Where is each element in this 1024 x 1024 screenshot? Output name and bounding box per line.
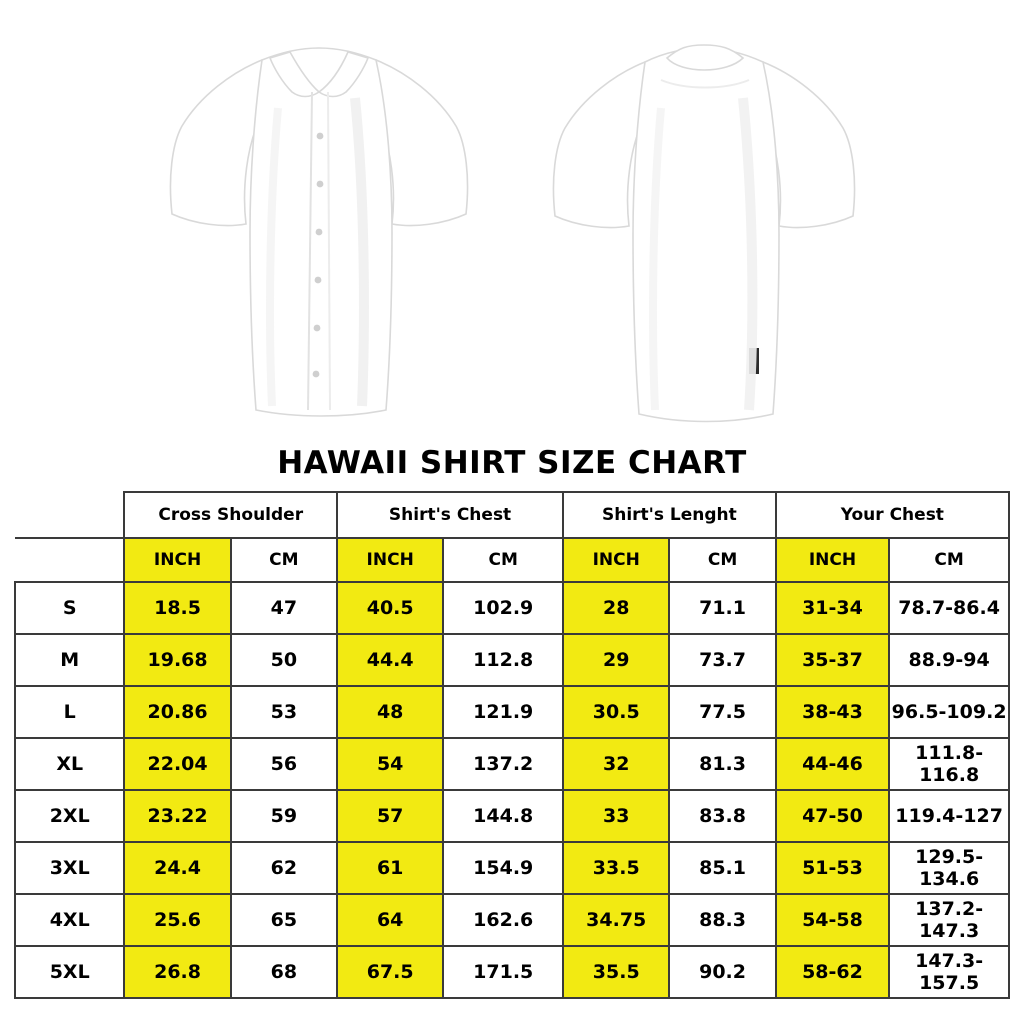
cross-shoulder-inch: 19.68 (124, 634, 230, 686)
size-label: 4XL (15, 894, 124, 946)
unit-chest-cm: CM (443, 538, 563, 582)
unit-lenght-cm: CM (669, 538, 775, 582)
table-corner-cell (15, 492, 124, 538)
shirt-back-view (535, 18, 875, 428)
your-chest-cm: 137.2-147.3 (889, 894, 1009, 946)
your-chest-cm: 88.9-94 (889, 634, 1009, 686)
lenght-cm: 88.3 (669, 894, 775, 946)
your-chest-inch: 47-50 (776, 790, 890, 842)
unit-your-chest-inch: INCH (776, 538, 890, 582)
chest-cm: 144.8 (443, 790, 563, 842)
lenght-cm: 90.2 (669, 946, 775, 998)
lenght-inch: 29 (563, 634, 669, 686)
lenght-inch: 33.5 (563, 842, 669, 894)
shirt-illustrations (0, 0, 1024, 445)
cross-shoulder-cm: 53 (231, 686, 337, 738)
header-shirts-chest: Shirt's Chest (337, 492, 563, 538)
lenght-inch: 35.5 (563, 946, 669, 998)
size-chart-table-wrapper (0, 491, 1024, 999)
your-chest-cm: 129.5-134.6 (889, 842, 1009, 894)
chest-inch: 44.4 (337, 634, 443, 686)
size-label: 2XL (15, 790, 124, 842)
header-your-chest: Your Chest (776, 492, 1009, 538)
table-row (15, 582, 1009, 634)
your-chest-cm: 78.7-86.4 (889, 582, 1009, 634)
unit-cross-shoulder-cm: CM (231, 538, 337, 582)
chest-inch: 54 (337, 738, 443, 790)
table-row (15, 738, 1009, 790)
your-chest-inch: 51-53 (776, 842, 890, 894)
cross-shoulder-inch: 26.8 (124, 946, 230, 998)
unit-corner-cell (15, 538, 124, 582)
chest-inch: 67.5 (337, 946, 443, 998)
cross-shoulder-cm: 47 (231, 582, 337, 634)
size-label: L (15, 686, 124, 738)
lenght-inch: 33 (563, 790, 669, 842)
cross-shoulder-cm: 56 (231, 738, 337, 790)
your-chest-inch: 31-34 (776, 582, 890, 634)
chest-cm: 102.9 (443, 582, 563, 634)
chest-cm: 162.6 (443, 894, 563, 946)
chest-inch: 61 (337, 842, 443, 894)
cross-shoulder-cm: 50 (231, 634, 337, 686)
cross-shoulder-inch: 22.04 (124, 738, 230, 790)
unit-lenght-inch: INCH (563, 538, 669, 582)
lenght-inch: 32 (563, 738, 669, 790)
table-row (15, 946, 1009, 998)
your-chest-cm: 111.8-116.8 (889, 738, 1009, 790)
lenght-cm: 85.1 (669, 842, 775, 894)
cross-shoulder-inch: 18.5 (124, 582, 230, 634)
table-row (15, 686, 1009, 738)
size-label: XL (15, 738, 124, 790)
lenght-cm: 77.5 (669, 686, 775, 738)
cross-shoulder-inch: 25.6 (124, 894, 230, 946)
header-cross-shoulder: Cross Shoulder (124, 492, 337, 538)
your-chest-cm: 96.5-109.2 (889, 686, 1009, 738)
lenght-cm: 81.3 (669, 738, 775, 790)
lenght-inch: 30.5 (563, 686, 669, 738)
cross-shoulder-cm: 59 (231, 790, 337, 842)
lenght-inch: 34.75 (563, 894, 669, 946)
your-chest-inch: 44-46 (776, 738, 890, 790)
chest-cm: 154.9 (443, 842, 563, 894)
lenght-cm: 73.7 (669, 634, 775, 686)
table-row (15, 894, 1009, 946)
table-group-header-row (15, 492, 1009, 538)
header-shirts-lenght: Shirt's Lenght (563, 492, 776, 538)
size-label: 5XL (15, 946, 124, 998)
chest-cm: 112.8 (443, 634, 563, 686)
lenght-cm: 83.8 (669, 790, 775, 842)
cross-shoulder-cm: 62 (231, 842, 337, 894)
chest-inch: 57 (337, 790, 443, 842)
cross-shoulder-cm: 68 (231, 946, 337, 998)
chest-inch: 64 (337, 894, 443, 946)
unit-cross-shoulder-inch: INCH (124, 538, 230, 582)
your-chest-cm: 147.3-157.5 (889, 946, 1009, 998)
table-unit-header-row (15, 538, 1009, 582)
chest-cm: 171.5 (443, 946, 563, 998)
table-row (15, 842, 1009, 894)
cross-shoulder-inch: 24.4 (124, 842, 230, 894)
shirt-front-view (150, 18, 490, 428)
cross-shoulder-inch: 23.22 (124, 790, 230, 842)
size-label: 3XL (15, 842, 124, 894)
your-chest-cm: 119.4-127 (889, 790, 1009, 842)
unit-chest-inch: INCH (337, 538, 443, 582)
lenght-cm: 71.1 (669, 582, 775, 634)
chest-inch: 48 (337, 686, 443, 738)
chest-cm: 121.9 (443, 686, 563, 738)
table-row (15, 634, 1009, 686)
page-title: HAWAII SHIRT SIZE CHART (277, 445, 747, 481)
size-label: M (15, 634, 124, 686)
unit-your-chest-cm: CM (889, 538, 1009, 582)
lenght-inch: 28 (563, 582, 669, 634)
your-chest-inch: 54-58 (776, 894, 890, 946)
chest-cm: 137.2 (443, 738, 563, 790)
size-label: S (15, 582, 124, 634)
table-row (15, 790, 1009, 842)
your-chest-inch: 35-37 (776, 634, 890, 686)
cross-shoulder-inch: 20.86 (124, 686, 230, 738)
cross-shoulder-cm: 65 (231, 894, 337, 946)
chest-inch: 40.5 (337, 582, 443, 634)
your-chest-inch: 38-43 (776, 686, 890, 738)
size-chart-table (14, 491, 1010, 999)
your-chest-inch: 58-62 (776, 946, 890, 998)
